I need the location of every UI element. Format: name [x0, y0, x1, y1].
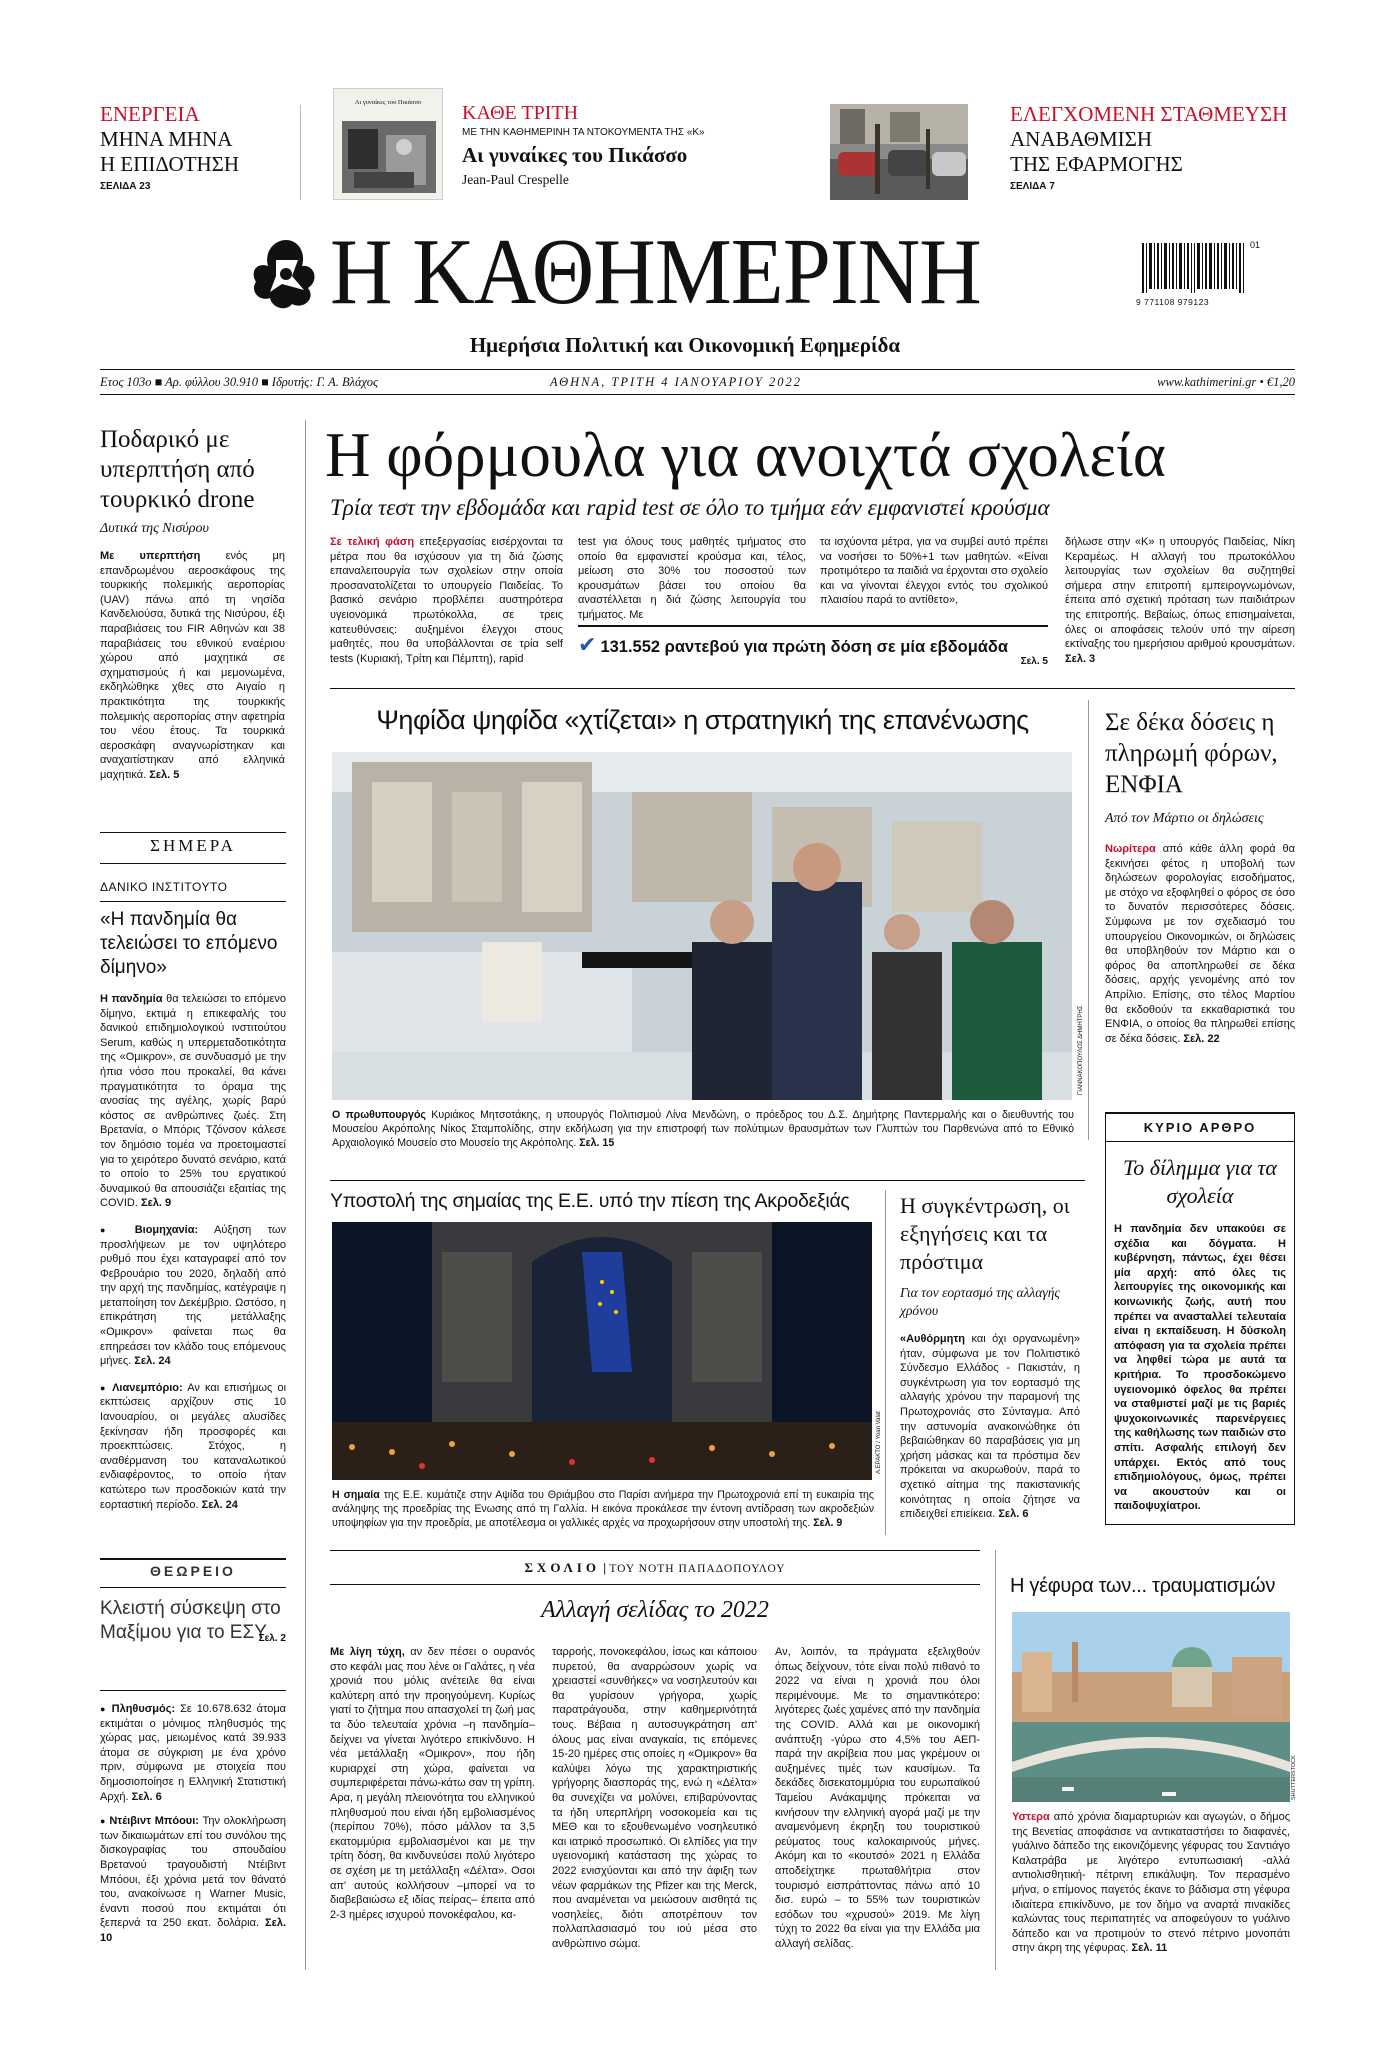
headline: Ποδαρικό με υπερπτήση από τουρκικό drone — [100, 426, 255, 513]
headline: Το δίλημμα για τα σχολεία — [1123, 1155, 1277, 1208]
teaser-energy[interactable] — [100, 102, 300, 192]
story-body — [900, 1332, 1080, 1522]
drone-story[interactable] — [100, 425, 285, 783]
masthead-title: Η ΚΑΘΗΜΕΡΙΝΗ — [330, 220, 981, 324]
story-body — [100, 992, 286, 1211]
teaser-line: ΤΗΣ ΕΦΑΡΜΟΓΗΣ — [1010, 152, 1183, 176]
body-text: από χρόνια διαμαρτυριών και αγωγών, ο δήμος της Βενετίας αποφάσισε να αντικαταστήσει το διαφανές, γυάλινο δάπεδο της εικονιζόμενης γέφυρας του Σαντιάγο Καλατράβα με λιγότερο εντυπωσιακή -αλλά αντιολισθητική- πέτρινη επικάλυψη. Τον περασμένο μήνα, ο επίμονος παγετός έκανε το βάδισμα στη γέφυρα ιδιαίτερα επικίνδυνο, με τον δήμο να αναρτά πινακίδες καλώντας τους περιπατητές να αποφεύγουν το γυάλινο δάπεδο και να προτιμούν το στενό πέτρινο μονοπάτι στην άκρη της γέφυρας. — [1012, 1811, 1291, 1955]
subhead: Από τον Μάρτιο οι δηλώσεις — [1105, 811, 1264, 826]
lead-col-3: τα ισχύοντα μέτρα, για να συμβεί αυτό πρέπει να νοσήσει το 50%+1 των μαθητών. «Είναι προτιμότερο τα παιδιά να έρχονται στο σχολείο και να γίνονται έλεγχοι εντός του σχολικού πλαισίου παρά το αντίθετο», — [820, 536, 1048, 607]
lead-text: Με υπερπτήση — [100, 550, 201, 562]
column-headline[interactable]: Αλλαγή σελίδας το 2022 — [541, 1597, 769, 1623]
book-cover-photo — [334, 117, 443, 197]
lead-col-2: test για όλους τους μαθητές τμήματος στο οποίο θα εμφανιστεί κρούσμα και, τέλος, μείωση στο 30% του ποσοστού των κρουσμάτων βάσει του οποίου θα αναστέλλεται η διά ζώσης λειτουργία του τμήματος. Με — [578, 536, 806, 621]
page-ref: Σελ. 24 — [201, 1498, 238, 1511]
flag-photo — [332, 1222, 872, 1480]
today-story[interactable] — [100, 880, 286, 1512]
body-text: ενός μη επανδρωμένου αεροσκάφους της τουρκικής πολεμικής αεροπορίας (UAV) πάνω από τη νησίδα Κανδελιούσα, δυτικά της Νισύρου, έξι παραβιάσεις του FIR Αθηνών και 38 παραβιάσεις του εθνικού εναέριου χώρου από μαχητικά σε σχηματισμούς ή και μεμονωμένα, εκδηλώθηκε χθες στο Αιγαίο η πρακτικότητα της τουρκικής πολεμικής αεροπορίας στην αφετηρία του νέου έτους. Τα τουρκικά αεροσκάφη αναγνωρίστηκαν και αναχαιτίστηκαν από ελληνικά μαχητικά. — [100, 550, 286, 781]
page-ref: Σελ. 24 — [134, 1355, 171, 1368]
subhead: Δυτικά της Νισύρου — [100, 521, 209, 536]
issue-date: ΑΘΗΝΑ, ΤΡΙΤΗ 4 ΙΑΝΟΥΑΡΙΟΥ 2022 — [550, 375, 803, 389]
headline: Κλειστή σύσκεψη στο Μαξίμου για το ΕΣΥ — [100, 1598, 281, 1643]
story-body — [100, 549, 285, 783]
brief-item — [100, 1223, 286, 1369]
page-ref: Σελ. 11 — [1131, 1942, 1168, 1955]
book-cover-title: Αι γυναίκες του Πικάσσο — [354, 99, 422, 106]
lead-headline[interactable]: Η φόρμουλα για ανοιχτά σχολεία — [325, 420, 1166, 490]
page-ref: Σελ. 3 — [1065, 652, 1096, 665]
lead-text: Η πανδημία — [100, 993, 163, 1005]
masthead-subtitle: Ημερήσια Πολιτική και Οικονομική Εφημερίδα — [469, 333, 901, 357]
headline: Σε δέκα δόσεις η πληρωμή φόρων, ΕΝΦΙΑ — [1105, 709, 1278, 798]
bridge-body — [1012, 1810, 1290, 1956]
page-ref: Σελ. 6 — [131, 1790, 162, 1803]
body-text: Την ολοκλήρωση των δικαιωμάτων επί του συνόλου της δισκογραφίας του σπουδαίου Βρετανού τραγουδιστή Ντέιβιντ Μπόουι, έξι χρόνια μετά τον θάνατό του, ανακοίνωσε η Warner Music, έναντι ποσού που εκτιμάται ότι ξεπερνά τα 250 εκατ. δολάρια. — [100, 1815, 287, 1930]
teaser-kicker: ΚΑΘΕ ΤΡΙΤΗ — [462, 102, 579, 124]
theorio-story[interactable] — [100, 1597, 286, 1644]
lead-text: Υστερα — [1012, 1811, 1050, 1823]
lead-subtitle: Τρία τεστ την εβδομάδα και rapid test σε όλο το τμήμα εάν εμφανιστεί κρούσμα — [330, 495, 1050, 520]
lead-col-4 — [1065, 535, 1295, 666]
photo-credit: ΓΙΑΝΝΑΚΟΠΟΥΛΟΣ ΔΗΜΗΤΡΗΣ — [1078, 1005, 1084, 1095]
website-price: www.kathimerini.gr • €1,20 — [1157, 375, 1295, 389]
page-ref: Σελ. 5 — [1020, 656, 1048, 667]
protests-story[interactable] — [900, 1192, 1080, 1522]
body-text: θα τελειώσει το επόμενο δίμηνο, εκτιμά η επικεφαλής του δανικού επιδημιολογικού ινστιτούτου Serum, καθώς η υπερμεταδοτικότητα της «Ομικρον», σε συνδυασμό με την ήπια νόσο που προκαλεί, θα κάνει πραγματικότητα το όραμα της ανοσίας της αγέλης, χωρίς βαρύ κόστος σε ανθρώπινες ζωές. Στη Βρετανία, ο Μπόρις Τζόνσον κάλεσε τον δημόσιο τομέα να προετοιμαστεί για το χειρότερο δυνατό σενάριο, κατά το οποίο το 25% του εργατικού δυναμικού θα απουσιάζει εξαιτίας της COVID. — [100, 993, 286, 1210]
page-ref: Σελ. 9 — [813, 1517, 843, 1529]
teaser-line: Η ΕΠΙΔΟΤΗΣΗ — [100, 152, 240, 176]
page-ref: Σελ. 6 — [998, 1508, 1029, 1521]
column-byline: ΣΧΟΛΙΟ | ΤΟΥ ΝΟΤΗ ΠΑΠΑΔΟΠΟΥΛΟΥ — [524, 1560, 786, 1575]
page-ref: Σελ. 5 — [149, 768, 180, 781]
teaser-kicker: ΕΛΕΓΧΟΜΕΝΗ ΣΤΑΘΜΕΥΣΗ — [1010, 102, 1288, 126]
callout-text: 131.552 ραντεβού για πρώτη δόση σε μία εβδομάδα — [600, 638, 1009, 656]
lead-col-1 — [330, 535, 563, 666]
column-author: ΤΟΥ ΝΟΤΗ ΠΑΠΑΔΟΠΟΥΛΟΥ — [609, 1563, 786, 1575]
bridge-photo — [1012, 1612, 1290, 1802]
lead-text: Νωρίτερα — [1105, 843, 1156, 855]
headline: «Η πανδημία θα τελειώσει το επόμενο δίμηνο» — [100, 909, 278, 978]
teaser-page: ΣΕΛΙΔΑ 7 — [1010, 181, 1055, 192]
theorio-briefs — [100, 1702, 286, 1946]
brief-item — [100, 1702, 286, 1804]
teaser-author: Jean-Paul Crespelle — [462, 172, 569, 187]
column-label: ΣΧΟΛΙΟ — [524, 1560, 600, 1575]
vaccine-callout[interactable] — [578, 625, 1048, 667]
masthead-logo-icon — [246, 232, 326, 317]
marbles-headline[interactable]: Ψηφίδα ψηφίδα «χτίζεται» η στρατηγική της επανένωσης — [376, 705, 1029, 735]
lead-text: Πληθυσμός: — [111, 1703, 176, 1715]
marbles-caption — [332, 1108, 1074, 1150]
parking-photo — [830, 104, 968, 200]
check-icon: ✔ — [578, 633, 597, 658]
teaser-subkicker: ΜΕ ΤΗΝ ΚΑΘΗΜΕΡΙΝΗ ΤΑ ΝΤΟΚΟΥΜΕΝΤΑ ΤΗΣ «Κ» — [462, 127, 705, 138]
teaser-title: Αι γυναίκες του Πικάσσο — [462, 143, 688, 167]
teaser-kicker: ΕΝΕΡΓΕΙΑ — [100, 102, 200, 126]
lead-text: Λιανεμπόριο: — [112, 1381, 183, 1394]
body-text: Αύξηση των προσλήψεων με τον υψηλότερο ρυθμό που έχει καταγραφεί από τον Φεβρουάριο του 2020, δηλαδή από την αρχή της πανδημίας, κατέγραψε η μεταποίηση τον Δεκέμβριο. Ωστόσο, η επικράτηση της μετάλλαξης «Ομικρον» φαίνεται πως θα επηρεάσει τον κλάδο τους επόμενους μήνες. — [100, 1223, 286, 1368]
flag-caption — [332, 1488, 874, 1530]
section-header-today: ΣΗΜΕΡΑ — [150, 836, 236, 855]
lead-text: Η σημαία — [332, 1489, 380, 1501]
page-ref: Σελ. 10 — [100, 1917, 287, 1944]
body-text: Η κυβέρνηση, πάντως, έχει θέσει μία αρχή: από όλες τις λειτουργίες της οικονομικής και κοινωνικής ζωής, αυτή που πρέπει να ανασταλλεί τελευταία είναι η εκπαίδευση. Η δύσκολη απόφαση για τα σχολεία πρέπει να ληφθεί τώρα με αυτά τα κριτήρια. Το προσδοκώμενο υγειονομικό όφελος θα πρέπει να σταθμιστεί μαζί με τις βαριές ψυχοκοινωνικές παρενέργειες της καθήλωσης των παιδιών στο σπίτι. Ασφαλής επιλογή δεν υπάρχει. Εκτός από τους επιδημιολόγους, όμως, πρέπει να ακουστούν και οι παιδοψυχίατροι. — [1114, 1237, 1286, 1513]
lead-text: Βιομηχανία: — [134, 1223, 199, 1236]
book-cover[interactable] — [333, 88, 443, 200]
page-ref: Σελ. 2 — [258, 1633, 286, 1644]
body-text: από κάθε άλλη φορά θα ξεκινήσει φέτος η υποβολή των δηλώσεων φορολογίας εισοδήματος, με στόχο να εξοφληθεί ο φόρος σε όσο το δυνατόν περισσότερες δόσεις. Σύμφωνα με τον σχεδιασμό του υπουργείου Οικονομικών, οι δηλώσεις θα υποβληθούν τον Μάρτιο και ο φόρος θα αποπληρωθεί σε δέκα δόσεις, αρχής γενομένης από τον Απρίλιο. Επίσης, στο τέλος Μαρτίου θα εκδοθούν τα εκκαθαριστικά του ΕΝΦΙΑ, ο οποίος θα πληρωθεί επίσης σε δέκα δόσεις. — [1105, 843, 1296, 1045]
body-text: αν δεν πέσει ο ουρανός στο κεφάλι μας που λένε οι Γαλάτες, η νέα χρονιά που μόλις ανέτειλε θα είναι καλύτερη από την προηγούμενη. Κυρίως γιατί το ζήτημα που απασχολεί τη ζωή μας τα δύο τελευταία χρόνια –η πανδημία– δείχνει να γίνεται λιγότερο επικίνδυνο. Η νέα μετάλλαξη «Ομικρον», που ήδη κυριαρχεί στη χώρα, φαίνεται να συμπεριφέρεται πάνω-κάτω σαν τη γρίπη. Αρα, η μεγάλη πλειονότητα του ελληνικού πληθυσμού που είναι ήδη εμβολιασμένος (περίπου 70%), πόσο μάλλον τα 3,5 εκατομμύρια εμβολιασμένοι και με την τρίτη δόση, θα κινδυνεύσει πολύ λιγότερο σε σχέση με τη μετάλλαξη «Δέλτα». Οσοι απ' αυτούς κολλήσουν –μπορεί να το διαβεβαιώσω εξ ιδίας πείρας– έπειτα από 2-3 ημέρες ισχυρού πονοκέφαλου, κα- — [330, 1646, 535, 1921]
caption-text: της Ε.Ε. κυμάτιζε στην Αψίδα του Θριάμβου στο Παρίσι ανήμερα την Πρωτοχρονιά επί τη ευκαιρία της ανάληψης της προεδρίας της Ενωσης από τη Γαλλία. Η εικόνα προκάλεσε την έντονη αντίδραση των ακροδεξιών υποψηφίων για την προεδρία, με αποτέλεσμα οι γαλλικές αρχές να προχωρήσουν στην υποστολή της. — [332, 1489, 874, 1529]
photo-credit: SHUTTERSTOCK — [1291, 1755, 1297, 1800]
page-ref: Σελ. 15 — [579, 1137, 615, 1149]
lead-text: Με λίγη τύχη, — [330, 1646, 405, 1658]
barcode — [1140, 243, 1262, 301]
barcode-issue: 01 — [1250, 240, 1261, 250]
issue-info: Ετος 103ο ■ Αρ. φύλλου 30.910 ■ Ιδρυτής: Γ. Α. Βλάχος — [100, 375, 379, 389]
lead-text: Σε τελική φάση — [330, 536, 415, 548]
brief-item — [100, 1381, 286, 1512]
teaser-line: ΑΝΑΒΑΘΜΙΣΗ — [1010, 127, 1153, 151]
brief-item — [100, 1814, 286, 1945]
lead-text: «Αυθόρμητη — [900, 1333, 966, 1345]
story-body — [1105, 842, 1295, 1046]
lead-text: Ντέιβιντ Μπόουι: — [109, 1815, 199, 1828]
marbles-photo — [332, 752, 1072, 1100]
teaser-picasso[interactable] — [462, 102, 802, 188]
page-ref: Σελ. 9 — [140, 1197, 172, 1210]
kicker: ΔΑΝΙΚΟ ΙΝΣΤΙΤΟΥΤΟ — [100, 880, 228, 894]
caption-text: Κυριάκος Μητσοτάκης, η υπουργός Πολιτισμού Λίνα Μενδώνη, ο πρόεδρος του Δ.Σ. Δημήτρης Παντερμαλής και ο διευθυντής του Μουσείου Ακρόπολης Νίκος Σταμπολίδης, στην εκδήλωση για την επιστροφή των πολύτιμων θραυσμάτων των Γλυπτών του Παρθενώνα από το Εθνικό Αρχαιολογικό Μουσείο στο Μουσείο της Ακρόπολης. — [332, 1109, 1074, 1149]
flag-headline[interactable]: Υποστολή της σημαίας της Ε.Ε. υπό την πίεση της Ακροδεξιάς — [330, 1190, 850, 1212]
editorial-body — [1114, 1222, 1286, 1514]
section-header-theorio: ΘΕΩΡΕΙΟ — [150, 1563, 236, 1579]
body-text: δήλωσε στην «Κ» η υπουργός Παιδείας, Νίκη Κεραμέως. Η αλλαγή του πρωτοκόλλου λειτουργίας των σχολείων θα συζητηθεί σήμερα στην επιτροπή εμπειρογνωμόνων, έπειτα από σχετική πρόταση των παιδιάτρων της επιτροπής. Βεβαίως, όπως επισημαίνεται, όλες οι αποφάσεις τελούν υπό την αίρεση εκτίναξης του ημερήσιου αριθμού κρουσμάτων. — [1065, 536, 1295, 651]
body-text: και όχι οργανωμένη» ήταν, σύμφωνα με τον Πολιτιστικό Σύνδεσμο Ελλάδος - Πακιστάν, η συγκέντρωση για τον εορτασμό της αλλαγής χρόνου την παραμονή της Πρωτοχρονιάς στο Σύνταγμα. Από την αστυνομία ανακοινώθηκε ότι βεβαιώθηκαν 60 παραβάσεις για μη χρήση μάσκας και τα πρόστιμα δεν πρόκειται να ακυρωθούν, παρά το σχετικό αίτημα της πακιστανικής κοινότητας η οποία ζήτησε να επιδειχθεί επιείκεια. — [900, 1333, 1081, 1521]
body-text: Σε 10.678.632 άτομα εκτιμάται ο μόνιμος πληθυσμός της χώρας μας, μειωμένος κατά 39.933 άτομα σε σύγκριση με ένα χρόνο πριν, σύμφωνα με στοιχεία που δημοσιοποίησε η Ελληνική Στατιστική Αρχή. — [100, 1703, 287, 1803]
column-col-1 — [330, 1645, 535, 1922]
headline: Η συγκέντρωση, οι εξηγήσεις και τα πρόστιμα — [900, 1193, 1070, 1274]
body-text: επεξεργασίας εισέρχονται τα μέτρα που θα ισχύσουν για τη διά ζώσης επαναλειτουργία των σχολείων στην οποία προσανατολίζεται το υπουργείο Παιδείας. Το βασικό σενάριο προβλέπει αυστηρότερα υγειονομικά πρωτόκολλα, σε τρεις κατευθύνσεις: αυξημένοι έλεγχοι στους μαθητές, που θα υποβάλλονται σε τρία self tests (Κυριακή, Τρίτη και Πέμπτη), rapid — [330, 536, 563, 665]
lead-text: Η πανδημία δεν υπακούει σε σχέδια και δόγματα. — [1114, 1223, 1286, 1250]
teaser-parking[interactable] — [1010, 102, 1300, 192]
bridge-headline[interactable]: Η γέφυρα των... τραυματισμών — [1010, 1575, 1276, 1597]
body-text: Αν και επισήμως οι εκπτώσεις αρχίζουν στις 10 Ιανουαρίου, οι μεγάλες αλυσίδες ξεκίνησαν ήδη προσφορές και προεκπτώσεις. Στόχος, η αναθέρμανση του καταναλωτικού ενδιαφέροντος, το οποίο ήταν κατώτερο των προσδοκιών κατά την εορταστική περίοδο. — [100, 1381, 287, 1511]
column-col-3: Αν, λοιπόν, τα πράγματα εξελιχθούν όπως δείχνουν, τότε είναι πολύ πιθανό το 2022 να είναι η χρονιά που όλοι περιμένουμε. Με το σημαντικότερο: λιγότερες ζωές χαμένες από την πανδημία της COVID. Αλλά και με οικονομική ανάπτυξη -γύρω στο 4,5% του ΑΕΠ- παρά την ακρίβεια που μας γκρέμουν οι αυξημένες τιμές των καυσίμων. Τα δεκάδες δισεκατομμύρια του ευρωπαϊκού Ταμείου Ανάκαμψης πρόκειται να κινήσουν την ελληνική αγορά μαζί με την αναμενόμενη έκρηξη του τουριστικού ρεύματος τους καλοκαιρινούς μήνες. Ακόμη και το «κουτσό» 2021 η Ελλάδα αποδείχτηκε πρωταθλήτρια στον τουρισμό εισπράττοντας πάνω από 10 δισ. ευρώ – το 55% των τουριστικών εσόδων του «χρυσού» 2019. Με λίγη τύχη το 2022 θα είναι για την Ελλάδα μια αλλαγή σελίδας. — [775, 1646, 980, 1950]
barcode-number: 9 771108 979123 — [1136, 297, 1210, 307]
lead-text: O πρωθυπουργός — [332, 1109, 426, 1121]
photo-credit: Α.ΕΡΑΚΤΟ / Yoan Valat — [876, 1411, 882, 1474]
editorial-box[interactable] — [1105, 1114, 1295, 1525]
section-header-editorial: ΚΥΡΙΟ ΑΡΘΡΟ — [1106, 1114, 1294, 1142]
teaser-page: ΣΕΛΙΔΑ 23 — [100, 181, 151, 192]
column-col-2: ταρροής, πονοκεφάλου, ίσως και κάποιου πυρετού, θα αναρρώσουν χωρίς να χρειαστεί «συνθήκες» να νοσηλευτούν και θα γυρίσουν γρήγορα, χωρίς παρατράγουδα, στην καθημερινότητά τους. Βέβαια η αυτοσυγκράτηση απ' όλους μας είναι αναγκαία, τις επόμενες 15-20 ημέρες στις οποίες η «Ομικρον» θα καλύψει λόγω της χαρακτηριστικής γρήγορης διασποράς της, ενώ η «Δέλτα» θα συνεχίζει να μολύνει, επιβαρύνοντας τα ήδη υπερπλήρη νοσοκομεία και τις ΜΕΘ και το εξουθενωμένο νοσηλευτικό και ιατρικό προσωπικό. Οι ελπίδες για την υγειονομική κατάσταση της χώρας το 2022 ενισχύονται και από την άφιξη των νέων φαρμάκων της Pfizer και της Merck, που αναμένεται να μειώσουν αισθητά τις νοσηλείες, διότι αποτρέπουν τον πολλαπλασιασμό του ιού μέσα στο ανθρώπινο σώμα. — [552, 1646, 757, 1950]
enfia-story[interactable] — [1105, 707, 1295, 1046]
subhead: Για τον εορτασμό της αλλαγής χρόνου — [900, 1285, 1060, 1318]
page-ref: Σελ. 22 — [1183, 1032, 1220, 1045]
teaser-line: ΜΗΝΑ ΜΗΝΑ — [100, 127, 233, 151]
